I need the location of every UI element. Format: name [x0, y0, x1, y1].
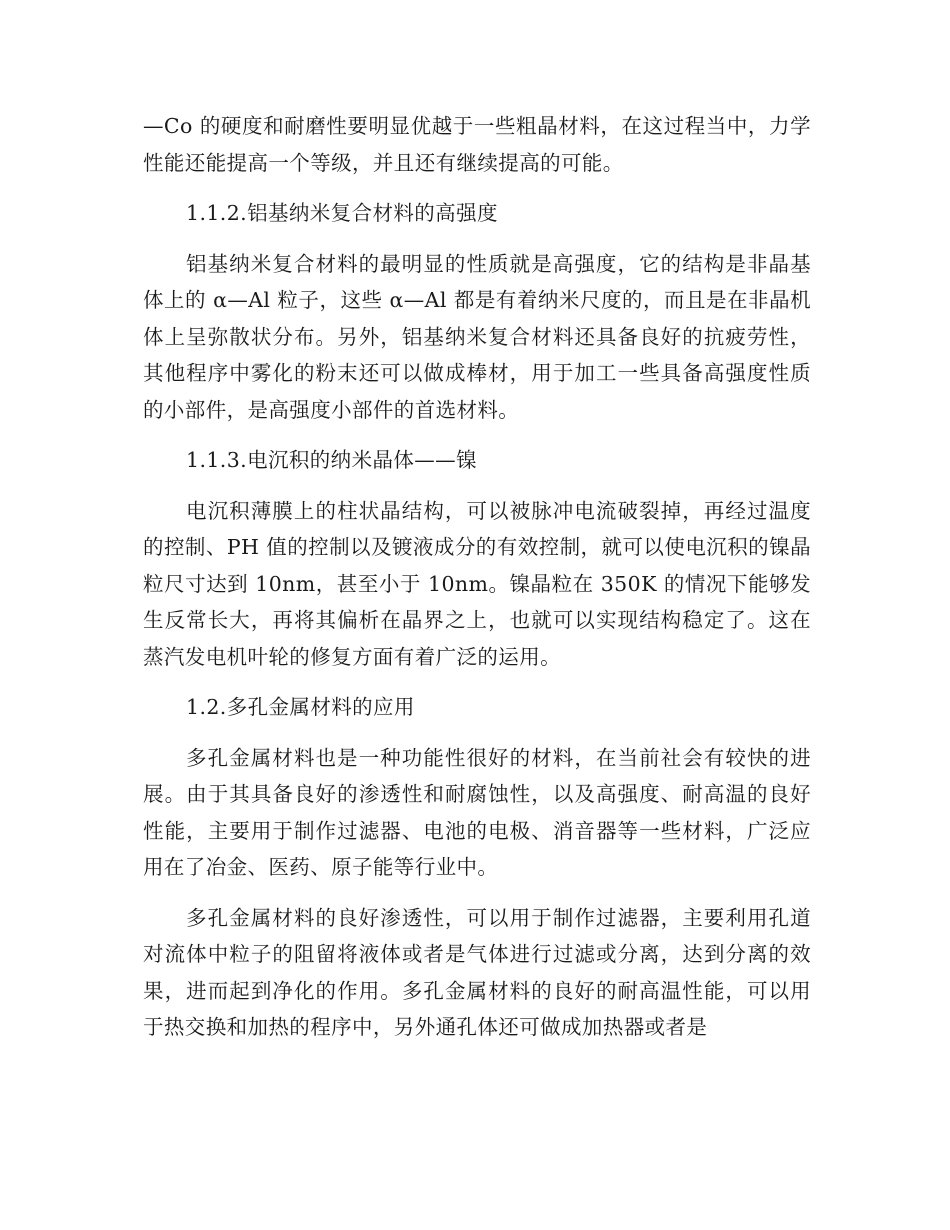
paragraph-porous-metal-intro: 多孔金属材料也是一种功能性很好的材料，在当前社会有较快的进展。由于其具备良好的渗透性和耐腐蚀性，以及高强度、耐高温的良好性能，主要用于制作过滤器、电池的电极、消音器等一些材料，广泛应用在了冶金、医药、原子能等行业中。 — [143, 745, 811, 879]
paragraph-porous-metal-permeability: 多孔金属材料的良好渗透性，可以用于制作过滤器，主要利用孔道对流体中粒子的阻留将液体或者是气体进行过滤或分离，达到分离的效果，进而起到净化的作用。多孔金属材料的良好的耐高温性能，可以用于热交换和加热的程序中，另外通孔体还可做成加热器或者是 — [143, 905, 811, 1039]
section-heading-1-1-3: 1.1.3.电沉积的纳米晶体——镍 — [186, 448, 477, 472]
section-heading-1-2: 1.2.多孔金属材料的应用 — [186, 695, 415, 719]
paragraph-aluminum-composite: 铝基纳米复合材料的最明显的性质就是高强度，它的结构是非晶基体上的 α—Al 粒子，这些 α—Al 都是有着纳米尺度的，而且是在非晶机体上呈弥散状分布。另外，铝基纳米复合材料还具备良好的抗疲劳性，其他程序中雾化的粉末还可以做成棒材，用于加工一些具备高强度性质的小部件，是高强度小部件的首选材料。 — [143, 251, 811, 422]
paragraph-continuation: —Co 的硬度和耐磨性要明显优越于一些粗晶材料，在这过程当中，力学性能还能提高一个等级，并且还有继续提高的可能。 — [143, 114, 811, 175]
paragraph-electrodeposition: 电沉积薄膜上的柱状晶结构，可以被脉冲电流破裂掉，再经过温度的控制、PH 值的控制以及镀液成分的有效控制，就可以使电沉积的镍晶粒尺寸达到 10nm，甚至小于 10nm。镍晶粒在 350K 的情况下能够发生反常长大，再将其偏析在晶界之上，也就可以实现结构稳定了。这在蒸汽发电机叶轮的修复方面有着广泛的运用。 — [143, 498, 811, 669]
section-heading-1-1-2: 1.1.2.铝基纳米复合材料的高强度 — [186, 201, 498, 225]
document-page — [143, 108, 811, 1046]
